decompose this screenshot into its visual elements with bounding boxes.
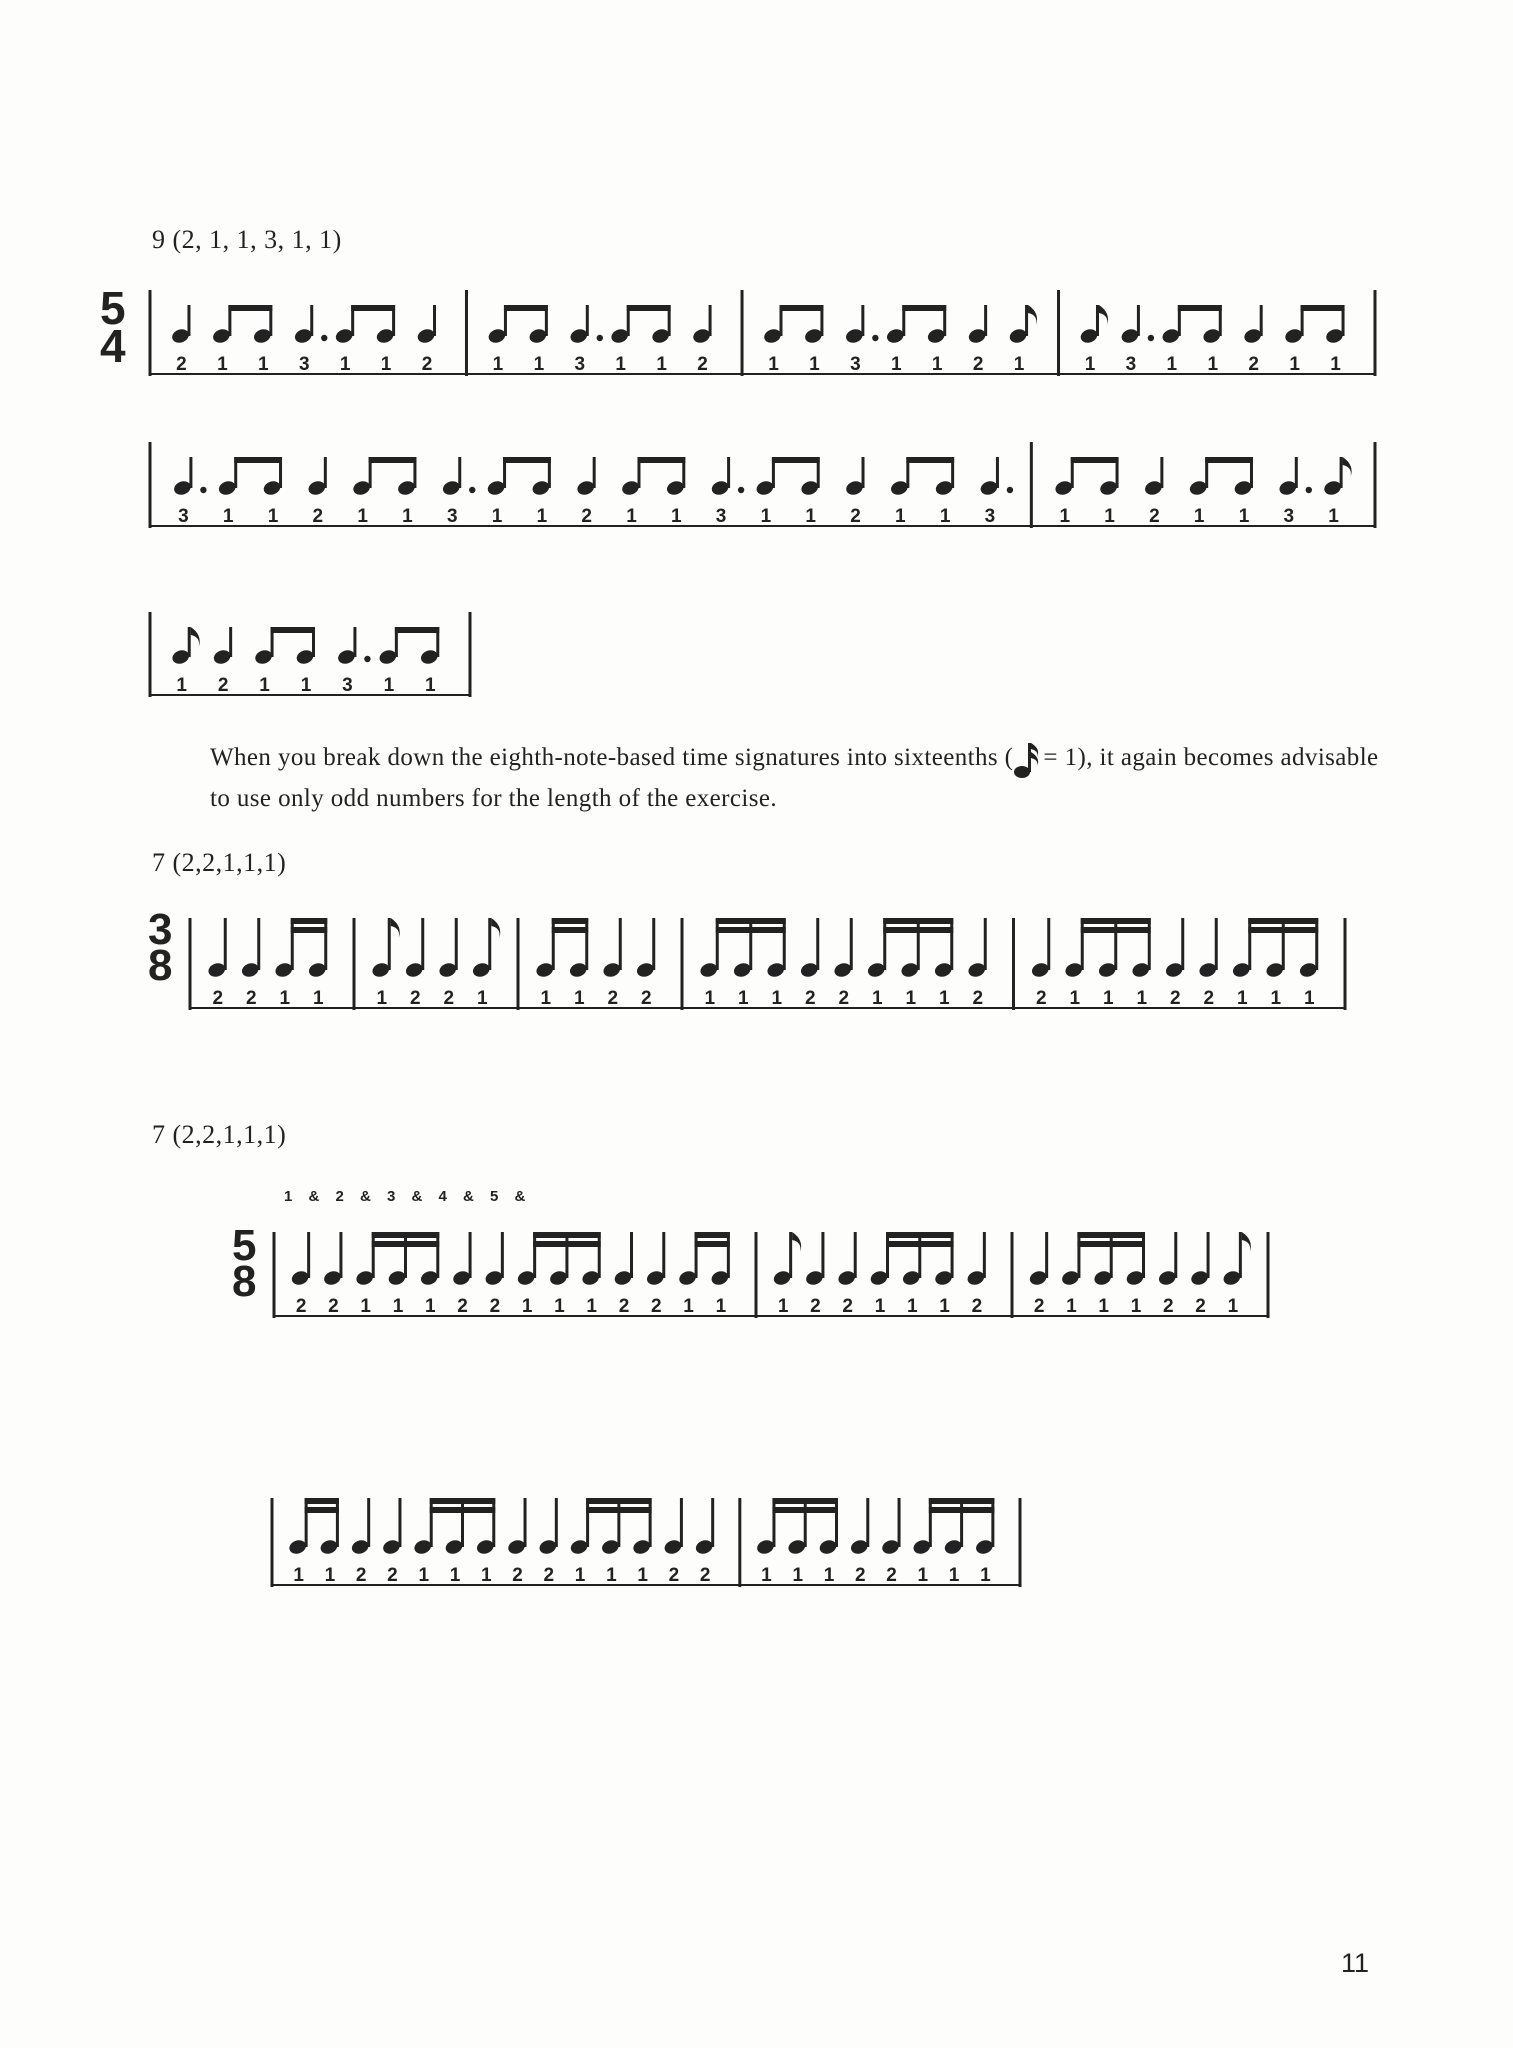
count-number: 1 [823, 1565, 835, 1586]
count-number: 2 [176, 354, 187, 375]
count-number: 1 [1136, 988, 1148, 1009]
count-number: 1 [573, 988, 585, 1009]
count-number: 1 [938, 988, 950, 1009]
beat-counts: 1 & 2 & 3 & 4 & 5 & [284, 1188, 532, 1205]
count-number: 1 [267, 506, 279, 527]
note-stem [430, 1498, 433, 1547]
count-number: 1 [905, 988, 917, 1009]
count-number: 2 [1162, 1296, 1174, 1317]
beam [430, 1498, 496, 1504]
count-number: 1 [948, 1565, 960, 1586]
count-number: 1 [402, 506, 413, 527]
count-number: 2 [489, 1296, 501, 1317]
time-signature-bottom: 4 [100, 319, 126, 372]
count-number: 1 [1069, 988, 1081, 1009]
count-number: 1 [761, 1565, 772, 1586]
count-number: 2 [421, 354, 433, 375]
page-number: 11 [1340, 1948, 1369, 1978]
note-stem [898, 1498, 901, 1547]
count-number: 2 [355, 1565, 367, 1586]
count-number: 1 [890, 354, 902, 375]
count-number: 2 [295, 1296, 307, 1317]
count-number: 1 [360, 1296, 372, 1317]
count-number: 3 [1125, 354, 1137, 375]
count-number: 1 [258, 354, 269, 375]
count-number: 1 [715, 1296, 727, 1317]
count-number: 2 [850, 506, 861, 527]
count-number: 1 [540, 988, 552, 1009]
count-number: 1 [383, 675, 395, 696]
count-number: 1 [476, 988, 488, 1009]
count-number: 2 [409, 988, 421, 1009]
count-number: 1 [480, 1565, 492, 1586]
count-number: 1 [1166, 354, 1178, 375]
count-number: 2 [1195, 1296, 1206, 1317]
count-number: 2 [581, 506, 592, 527]
count-number: 1 [1102, 988, 1114, 1009]
beam [772, 1498, 838, 1504]
count-number: 3 [850, 354, 861, 375]
count-number: 2 [212, 988, 224, 1009]
count-number: 1 [376, 988, 388, 1009]
count-number: 2 [886, 1565, 897, 1586]
count-number: 1 [357, 506, 368, 527]
count-number: 2 [1203, 988, 1215, 1009]
count-number: 2 [387, 1565, 398, 1586]
note-stem [617, 1498, 620, 1547]
count-number: 2 [804, 988, 816, 1009]
beam [305, 1498, 339, 1504]
note-stem [772, 1498, 775, 1547]
count-number: 2 [1248, 354, 1259, 375]
count-number: 1 [777, 1296, 789, 1317]
count-number: 2 [1149, 506, 1160, 527]
note-stem [991, 1498, 994, 1547]
note-stem [835, 1498, 838, 1547]
time-signature-bottom: 8 [148, 941, 173, 991]
count-number: 1 [217, 354, 228, 375]
note-stem [649, 1498, 652, 1547]
count-number: 2 [668, 1565, 680, 1586]
count-number: 2 [245, 988, 257, 1009]
count-number: 3 [178, 506, 189, 527]
count-number: 1 [939, 1296, 950, 1317]
count-number: 1 [533, 354, 545, 375]
count-number: 2 [607, 988, 619, 1009]
count-number: 2 [217, 675, 229, 696]
count-number: 1 [980, 1565, 991, 1586]
count-number: 1 [656, 354, 667, 375]
note-stem [305, 1498, 308, 1547]
count-number: 1 [1193, 506, 1205, 527]
count-number: 1 [449, 1565, 461, 1586]
count-number: 1 [424, 675, 436, 696]
count-number: 1 [418, 1565, 430, 1586]
count-number: 1 [939, 506, 951, 527]
count-number: 2 [312, 506, 324, 527]
count-number: 1 [771, 988, 783, 1009]
count-number: 1 [1330, 354, 1341, 375]
time-signature-top: 3 [148, 905, 173, 954]
beam [305, 1507, 339, 1513]
beam [586, 1507, 652, 1513]
count-number: 3 [715, 506, 727, 527]
count-number: 1 [931, 354, 943, 375]
count-number: 3 [574, 354, 586, 375]
count-number: 1 [637, 1565, 648, 1586]
count-number: 1 [606, 1565, 617, 1586]
count-number: 1 [1207, 354, 1219, 375]
count-number: 1 [626, 506, 637, 527]
count-number: 1 [1013, 354, 1025, 375]
count-number: 1 [1098, 1296, 1110, 1317]
count-number: 2 [1169, 988, 1181, 1009]
count-number: 3 [984, 506, 996, 527]
count-number: 1 [491, 506, 503, 527]
note-stem [680, 1498, 683, 1547]
count-number: 1 [768, 354, 779, 375]
count-number: 2 [618, 1296, 630, 1317]
count-number: 1 [536, 506, 548, 527]
count-number: 1 [1104, 506, 1115, 527]
count-number: 1 [586, 1296, 598, 1317]
count-number: 1 [670, 506, 682, 527]
count-number: 1 [574, 1565, 586, 1586]
count-number: 3 [446, 506, 458, 527]
count-number: 1 [324, 1565, 336, 1586]
count-number: 2 [699, 1565, 711, 1586]
beam [929, 1507, 995, 1513]
count-number: 1 [1227, 1296, 1239, 1317]
count-number: 1 [554, 1296, 565, 1317]
beam [586, 1498, 652, 1504]
count-number: 2 [640, 988, 652, 1009]
count-number: 1 [1130, 1296, 1142, 1317]
count-number: 2 [457, 1296, 468, 1317]
time-signature-top: 5 [100, 282, 126, 334]
count-number: 2 [1033, 1296, 1045, 1317]
count-number: 1 [424, 1296, 436, 1317]
count-number: 1 [1066, 1296, 1077, 1317]
count-number: 1 [1238, 506, 1250, 527]
count-number: 2 [512, 1565, 523, 1586]
note-stem [461, 1498, 464, 1547]
count-number: 1 [176, 675, 188, 696]
count-number: 1 [339, 354, 351, 375]
count-number: 1 [809, 354, 820, 375]
count-number: 1 [792, 1565, 804, 1586]
note-stem [804, 1498, 807, 1547]
exercise-label: 9 (2, 1, 1, 3, 1, 1) [152, 225, 342, 254]
count-number: 1 [1289, 354, 1300, 375]
count-number: 1 [760, 506, 772, 527]
paragraph-text-before: When you break down the eighth-note-based time signatures into sixteenths ( [210, 744, 1014, 771]
count-number: 1 [906, 1296, 918, 1317]
count-number: 1 [737, 988, 749, 1009]
note-stem [367, 1498, 370, 1547]
exercise-label: 7 (2,2,1,1,1) [152, 848, 287, 877]
note-stem [492, 1498, 495, 1547]
exercise-label: 7 (2,2,1,1,1) [152, 1120, 287, 1149]
note-stem [929, 1498, 932, 1547]
note-stem [555, 1498, 558, 1547]
count-number: 1 [312, 988, 324, 1009]
count-number: 1 [615, 354, 627, 375]
count-number: 1 [1059, 506, 1071, 527]
count-number: 1 [1084, 354, 1096, 375]
note-stem [524, 1498, 527, 1547]
count-number: 1 [704, 988, 716, 1009]
count-number: 2 [972, 988, 984, 1009]
note-stem [866, 1498, 869, 1547]
count-number: 1 [874, 1296, 886, 1317]
count-number: 2 [971, 1296, 983, 1317]
count-number: 2 [1035, 988, 1047, 1009]
count-number: 2 [328, 1296, 339, 1317]
count-number: 2 [697, 354, 708, 375]
count-number: 1 [1270, 988, 1282, 1009]
count-number: 2 [543, 1565, 555, 1586]
count-number: 3 [342, 675, 353, 696]
count-number: 1 [521, 1296, 533, 1317]
count-number: 1 [1303, 988, 1315, 1009]
note-stem [960, 1498, 963, 1547]
count-number: 1 [300, 675, 312, 696]
beam [430, 1507, 496, 1513]
count-number: 1 [279, 988, 291, 1009]
count-number: 1 [1236, 988, 1248, 1009]
count-number: 1 [293, 1565, 304, 1586]
count-number: 2 [972, 354, 984, 375]
count-number: 1 [492, 354, 504, 375]
note-stem [336, 1498, 339, 1547]
note-stem [711, 1498, 714, 1547]
beam [772, 1507, 838, 1513]
count-number: 1 [917, 1565, 929, 1586]
count-number: 2 [838, 988, 850, 1009]
note-stem [398, 1498, 401, 1547]
count-number: 3 [298, 354, 310, 375]
count-number: 1 [1328, 506, 1339, 527]
count-number: 1 [895, 506, 906, 527]
count-number: 3 [1283, 506, 1295, 527]
beam [929, 1498, 995, 1504]
count-number: 2 [854, 1565, 866, 1586]
count-number: 1 [871, 988, 883, 1009]
time-signature-bottom: 8 [232, 1257, 257, 1307]
count-number: 2 [842, 1296, 854, 1317]
count-number: 1 [222, 506, 234, 527]
count-number: 1 [380, 354, 392, 375]
count-number: 1 [805, 506, 817, 527]
time-signature-top: 5 [232, 1221, 257, 1270]
count-number: 2 [443, 988, 455, 1009]
note-stem [586, 1498, 589, 1547]
count-number: 2 [650, 1296, 662, 1317]
paragraph-text-after: = 1), it again becomes advisable to use only odd numbers for the length of the exercise. [210, 744, 1379, 812]
count-number: 2 [810, 1296, 821, 1317]
count-number: 1 [683, 1296, 694, 1317]
count-number: 1 [392, 1296, 404, 1317]
count-number: 1 [259, 675, 270, 696]
